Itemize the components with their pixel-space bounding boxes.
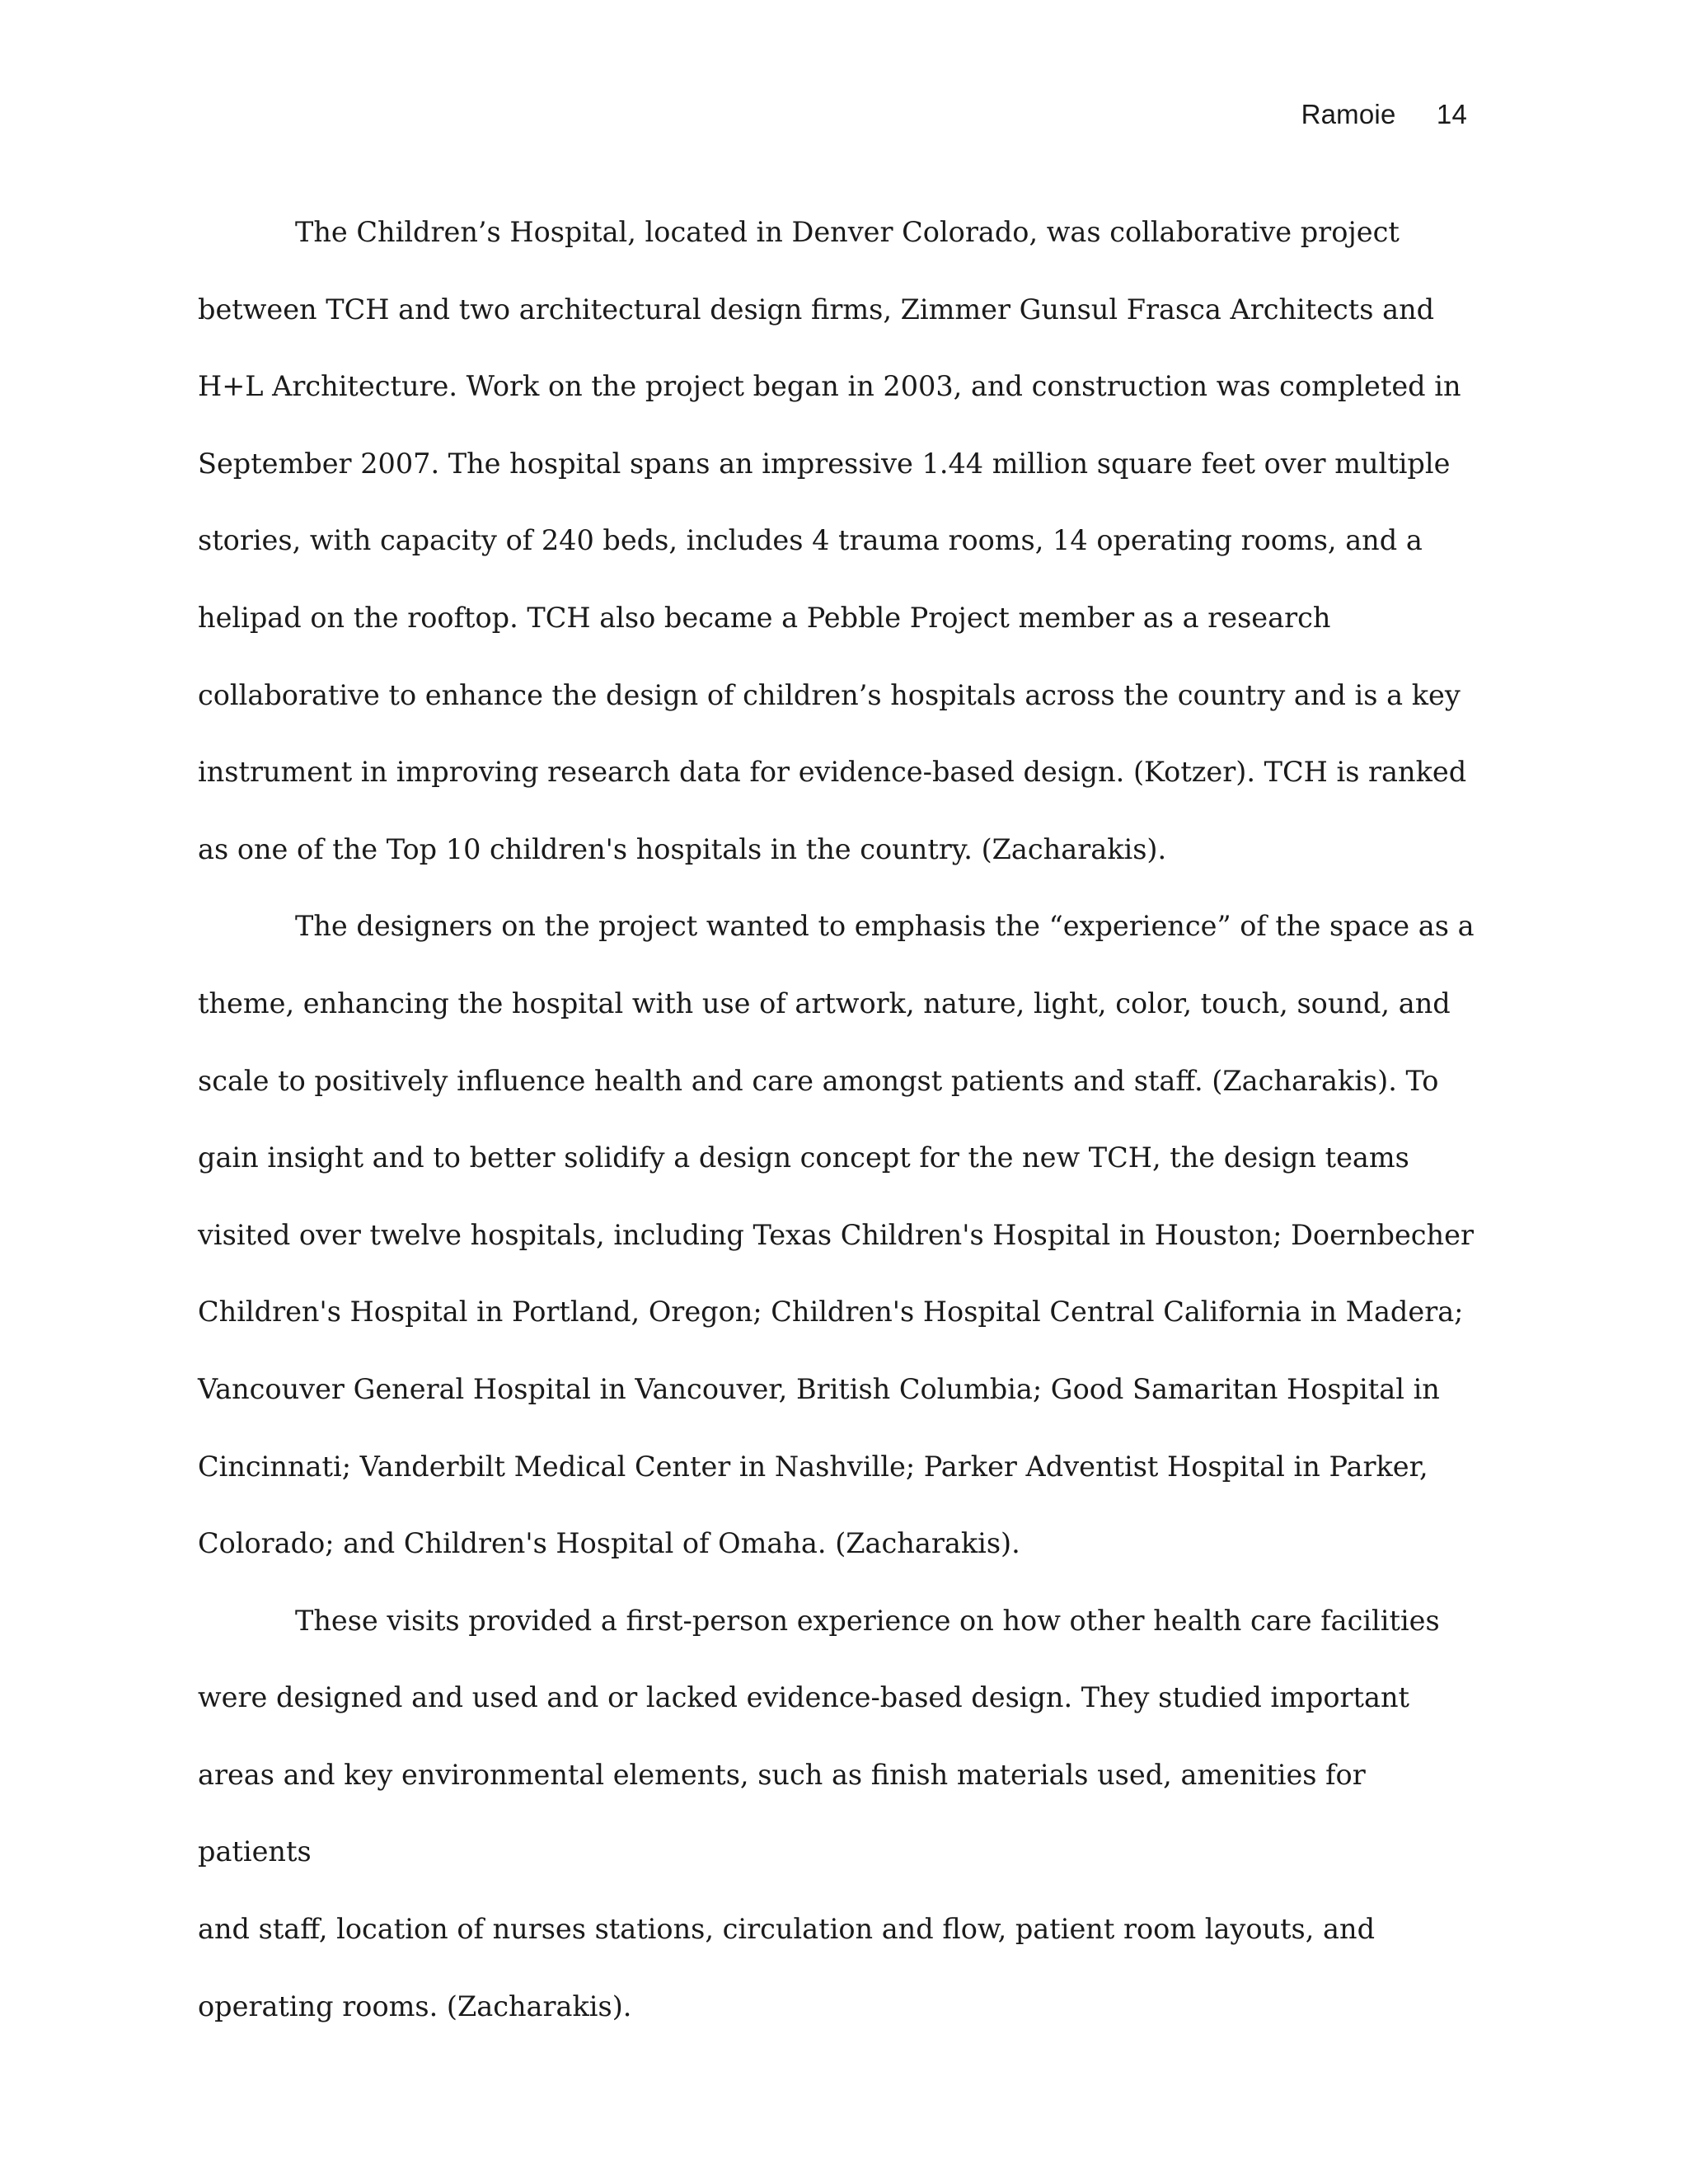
paragraph-1: The Children’s Hospital, located in Denver Colorado, was collaborative project between TCH and two architectural design firms, Zimmer Gunsul Frasca Architects and H+L Architecture. Work on the project began in 2003, and construction was completed in September 2007. The hospital spans an impressive 1.44 million square feet over multiple stories, with capacity of 240 beds, includes 4 trauma rooms, 14 operating rooms, and a helipad on the rooftop. TCH also became a Pebble Project member as a research collaborative to enhance the design of children’s hospitals across the country and is a key instrument in improving research data for evidence-based design. (Kotzer). TCH is ranked as one of the Top 10 children's hospitals in the country. (Zacharakis).	[198, 216, 1467, 865]
paragraph-3: These visits provided a first-person experience on how other health care facilities were designed and used and or lacked evidence-based design. They studied important areas and key environmental elements, such as finish materials used, amenities for patients and staff, location of nurses stations, circulation and flow, patient room layouts, and operating rooms. (Zacharakis).	[198, 1604, 1440, 2022]
running-header	[1301, 99, 1467, 130]
page-number: 14	[1436, 99, 1467, 129]
header-author: Ramoie	[1301, 99, 1396, 129]
paragraph-2: The designers on the project wanted to emphasis the “experience” of the space as a theme, enhancing the hospital with use of artwork, nature, light, color, touch, sound, and scale to positively influence health and care amongst patients and staff. (Zacharakis). To gain insight and to better solidify a design concept for the new TCH, the design teams visited over twelve hospitals, including Texas Children's Hospital in Houston; Doernbecher Children's Hospital in Portland, Oregon; Children's Hospital Central California in Madera; Vancouver General Hospital in Vancouver, British Columbia; Good Samaritan Hospital in Cincinnati; Vanderbilt Medical Center in Nashville; Parker Adventist Hospital in Parker, Colorado; and Children's Hospital of Omaha. (Zacharakis).	[198, 910, 1475, 1560]
document-body	[198, 194, 1484, 2045]
